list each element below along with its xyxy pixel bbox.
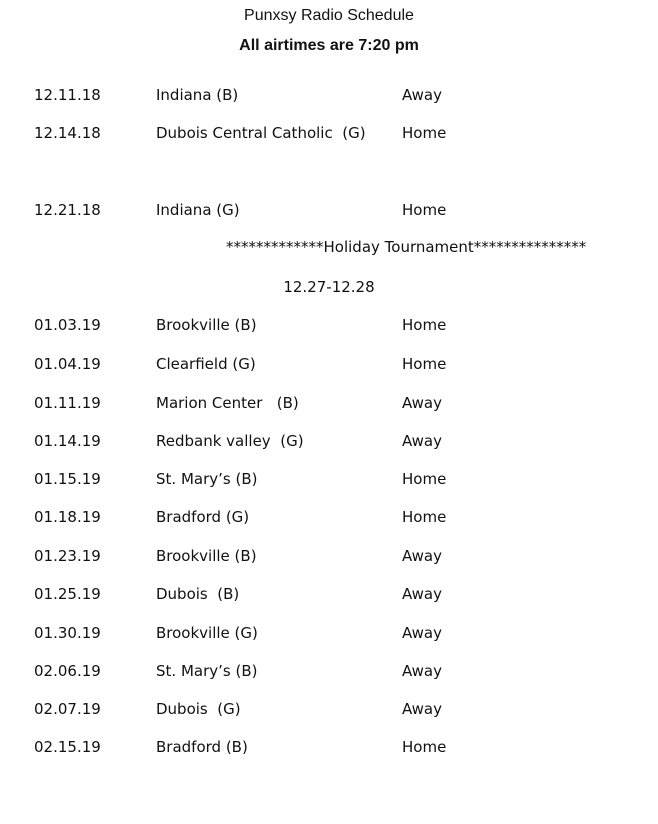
game-location: Away [402, 585, 442, 603]
game-location: Home [402, 316, 447, 334]
game-opponent: Bradford (B) [156, 738, 248, 756]
schedule-row [0, 583, 658, 605]
game-opponent: Brookville (B) [156, 316, 257, 334]
schedule-row [0, 660, 658, 682]
game-date: 01.25.19 [34, 585, 101, 603]
game-location: Away [402, 432, 442, 450]
game-date: 02.15.19 [34, 738, 101, 756]
game-location: Away [402, 700, 442, 718]
game-date: 01.30.19 [34, 624, 101, 642]
game-date: 02.06.19 [34, 662, 101, 680]
schedule-row [0, 506, 658, 528]
game-location: Away [402, 662, 442, 680]
schedule-row [0, 545, 658, 567]
game-opponent: St. Mary’s (B) [156, 470, 258, 488]
game-location: Away [402, 394, 442, 412]
game-date: 01.15.19 [34, 470, 101, 488]
game-opponent: Dubois Central Catholic (G) [156, 124, 366, 142]
game-location: Home [402, 124, 447, 142]
game-location: Away [402, 624, 442, 642]
schedule-row [0, 736, 658, 758]
game-location: Home [402, 201, 447, 219]
game-date: 02.07.19 [34, 700, 101, 718]
game-opponent: Brookville (B) [156, 547, 257, 565]
game-date: 01.14.19 [34, 432, 101, 450]
game-location: Home [402, 355, 447, 373]
game-opponent: Brookville (G) [156, 624, 258, 642]
game-opponent: Dubois (B) [156, 585, 240, 603]
game-location: Away [402, 86, 442, 104]
game-opponent: St. Mary’s (B) [156, 662, 258, 680]
game-date: 01.23.19 [34, 547, 101, 565]
game-opponent: Marion Center (B) [156, 394, 299, 412]
game-opponent: Dubois (G) [156, 700, 241, 718]
schedule-row [0, 353, 658, 375]
schedule-row [0, 430, 658, 452]
game-location: Home [402, 738, 447, 756]
game-opponent: Indiana (G) [156, 201, 240, 219]
game-date: 12.11.18 [34, 86, 101, 104]
game-date: 01.04.19 [34, 355, 101, 373]
schedule-row [0, 199, 658, 221]
holiday-tournament-dates: 12.27-12.28 [283, 278, 375, 296]
schedule-row [0, 84, 658, 106]
game-opponent: Indiana (B) [156, 86, 239, 104]
game-location: Home [402, 508, 447, 526]
game-opponent: Redbank valley (G) [156, 432, 304, 450]
game-date: 12.21.18 [34, 201, 101, 219]
schedule-row [0, 468, 658, 490]
game-date: 01.03.19 [34, 316, 101, 334]
game-opponent: Clearfield (G) [156, 355, 256, 373]
airtime-note: All airtimes are 7:20 pm [239, 37, 419, 54]
schedule-row [0, 622, 658, 644]
game-date: 01.11.19 [34, 394, 101, 412]
holiday-tournament-banner: *************Holiday Tournament*************** [226, 238, 587, 256]
game-location: Away [402, 547, 442, 565]
schedule-row [0, 392, 658, 414]
game-date: 01.18.19 [34, 508, 101, 526]
schedule-row [0, 698, 658, 720]
schedule-row [0, 122, 658, 144]
game-date: 12.14.18 [34, 124, 101, 142]
game-opponent: Bradford (G) [156, 508, 250, 526]
game-location: Home [402, 470, 447, 488]
schedule-row [0, 314, 658, 336]
page-title: Punxsy Radio Schedule [244, 7, 414, 24]
